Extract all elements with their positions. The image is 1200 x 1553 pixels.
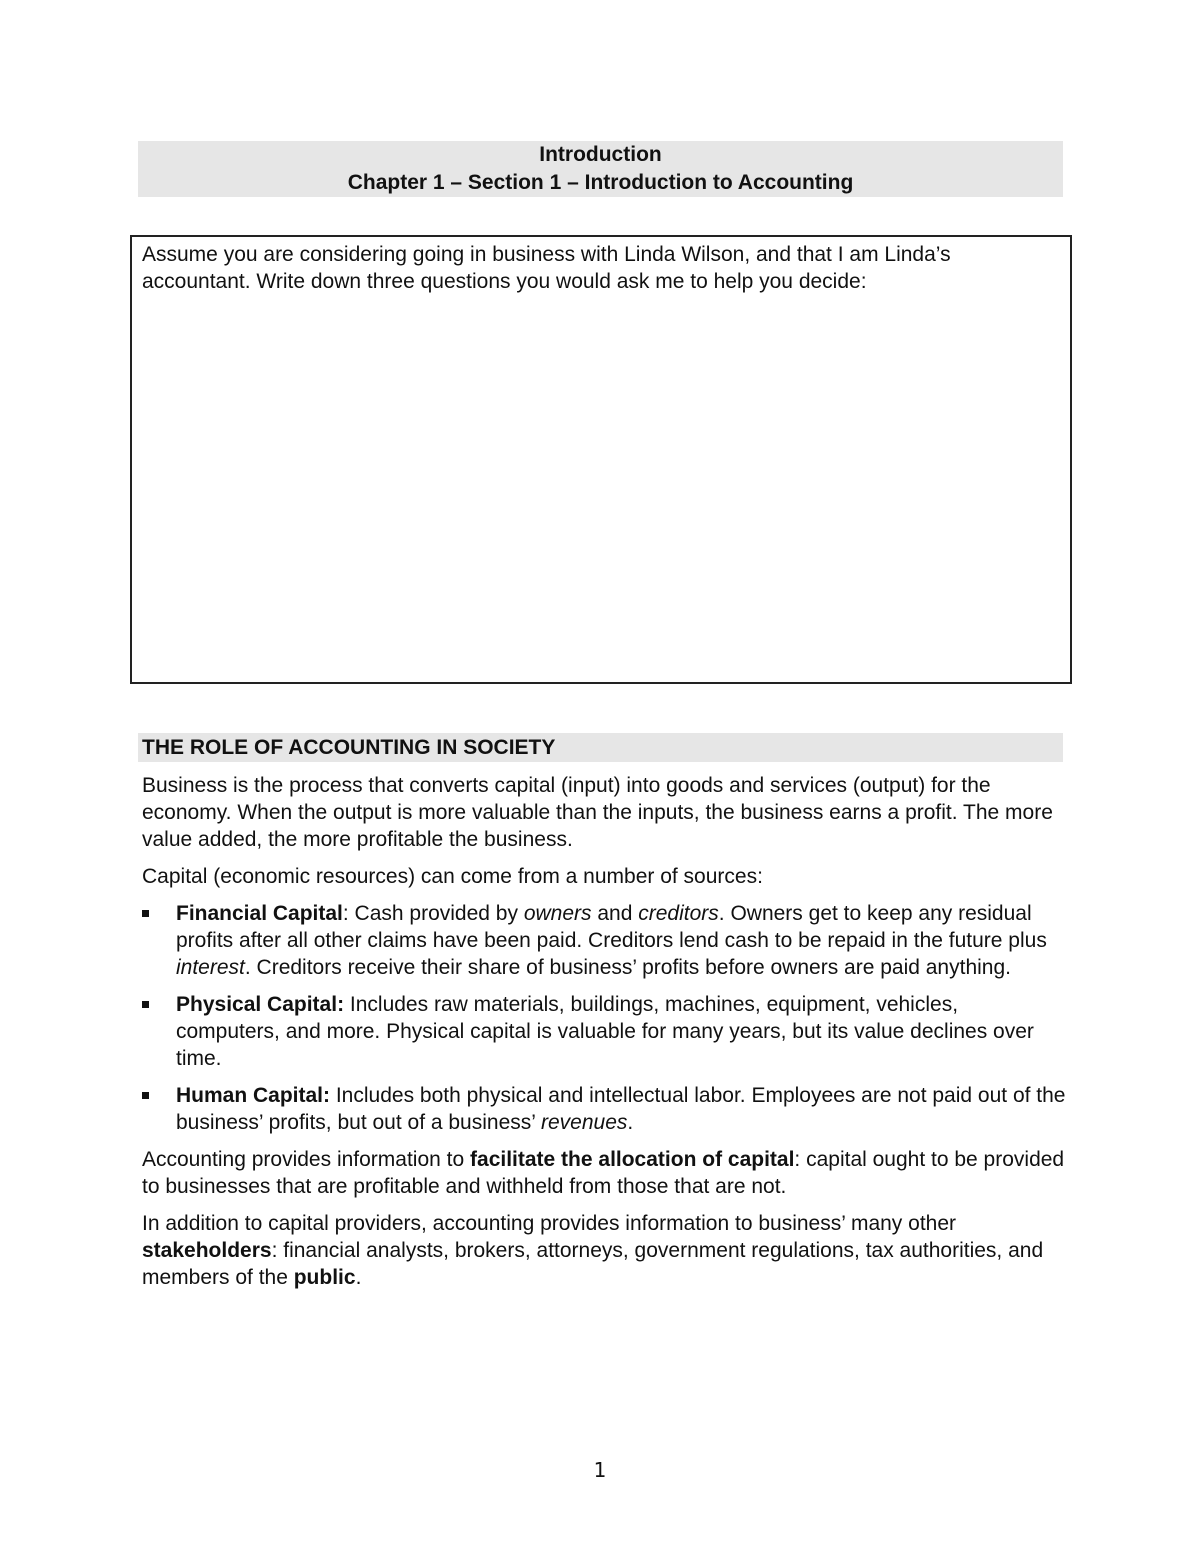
bullet-text: Includes raw materials, buildings, machines, equipment, vehicles, computers, and more. Physical capital is valuable for many years, but its value declines over time. [176,993,1034,1070]
section-body [142,772,1067,1301]
allocation-paragraph [142,1146,1067,1200]
answer-prompt: Assume you are considering going in business with Linda Wilson, and that I am Linda’s accountant. Write down three questions you would ask me to help you decide: [142,243,951,293]
list-item-human-capital [142,1082,1067,1136]
emphasis-revenues: revenues [540,1111,628,1134]
capital-sources-list [142,900,1067,1136]
square-bullet-icon [142,1092,149,1099]
paragraph-text: In addition to capital providers, accounting provides information to business’ many other [142,1212,957,1235]
emphasis-interest: interest [176,956,245,979]
paragraph-text: : capital ought to be provided to businesses that are profitable and withheld from those that are not. [142,1148,1065,1198]
bullet-text: . Owners get to keep any residual profits after all other claims have been paid. Creditors lend cash to be repaid in the future plus [176,902,1047,952]
term-human-capital: Human Capital: [176,1084,331,1107]
bullet-text: . Creditors receive their share of business’ profits before owners are paid anything. [244,956,1011,979]
bullet-text: Cash provided by [348,902,524,925]
square-bullet-icon [142,1001,149,1008]
capital-intro-paragraph: Capital (economic resources) can come from a number of sources: [142,865,763,888]
bullet-text: Includes both physical and intellectual labor. Employees are not paid out of the business’ profits, but out of a business’ [176,1084,1066,1134]
chapter-header [138,141,1063,197]
header-subtitle: Chapter 1 – Section 1 – Introduction to Accounting [347,171,854,194]
term-financial-capital: Financial Capital [176,902,343,925]
paragraph-text: . [355,1266,362,1289]
term-separator: : [342,902,349,925]
list-item-physical-capital [142,991,1067,1072]
bold-public: public [293,1266,356,1289]
page-number: 1 [593,1458,607,1482]
bullet-text: and [591,902,639,925]
emphasis-owners: owners [523,902,592,925]
bold-allocation: facilitate the allocation of capital [470,1148,795,1171]
paragraph-text: : financial analysts, brokers, attorneys, government regulations, tax authorities, and members of the [142,1239,1044,1289]
paragraph-text: Accounting provides information to [142,1148,471,1171]
list-item-financial-capital [142,900,1067,981]
section-heading: THE ROLE OF ACCOUNTING IN SOCIETY [138,733,1063,762]
stakeholders-paragraph [142,1210,1067,1291]
bold-stakeholders: stakeholders [142,1239,272,1262]
answer-box[interactable] [130,235,1072,684]
emphasis-creditors: creditors [638,902,719,925]
bullet-text: . [627,1111,634,1134]
header-title: Introduction [539,143,662,166]
term-physical-capital: Physical Capital: [176,993,345,1016]
square-bullet-icon [142,910,149,917]
business-paragraph: Business is the process that converts capital (input) into goods and services (output) for the economy. When the output is more valuable than the inputs, the business earns a profit. The more value added, the more profitable the business. [142,774,1053,851]
